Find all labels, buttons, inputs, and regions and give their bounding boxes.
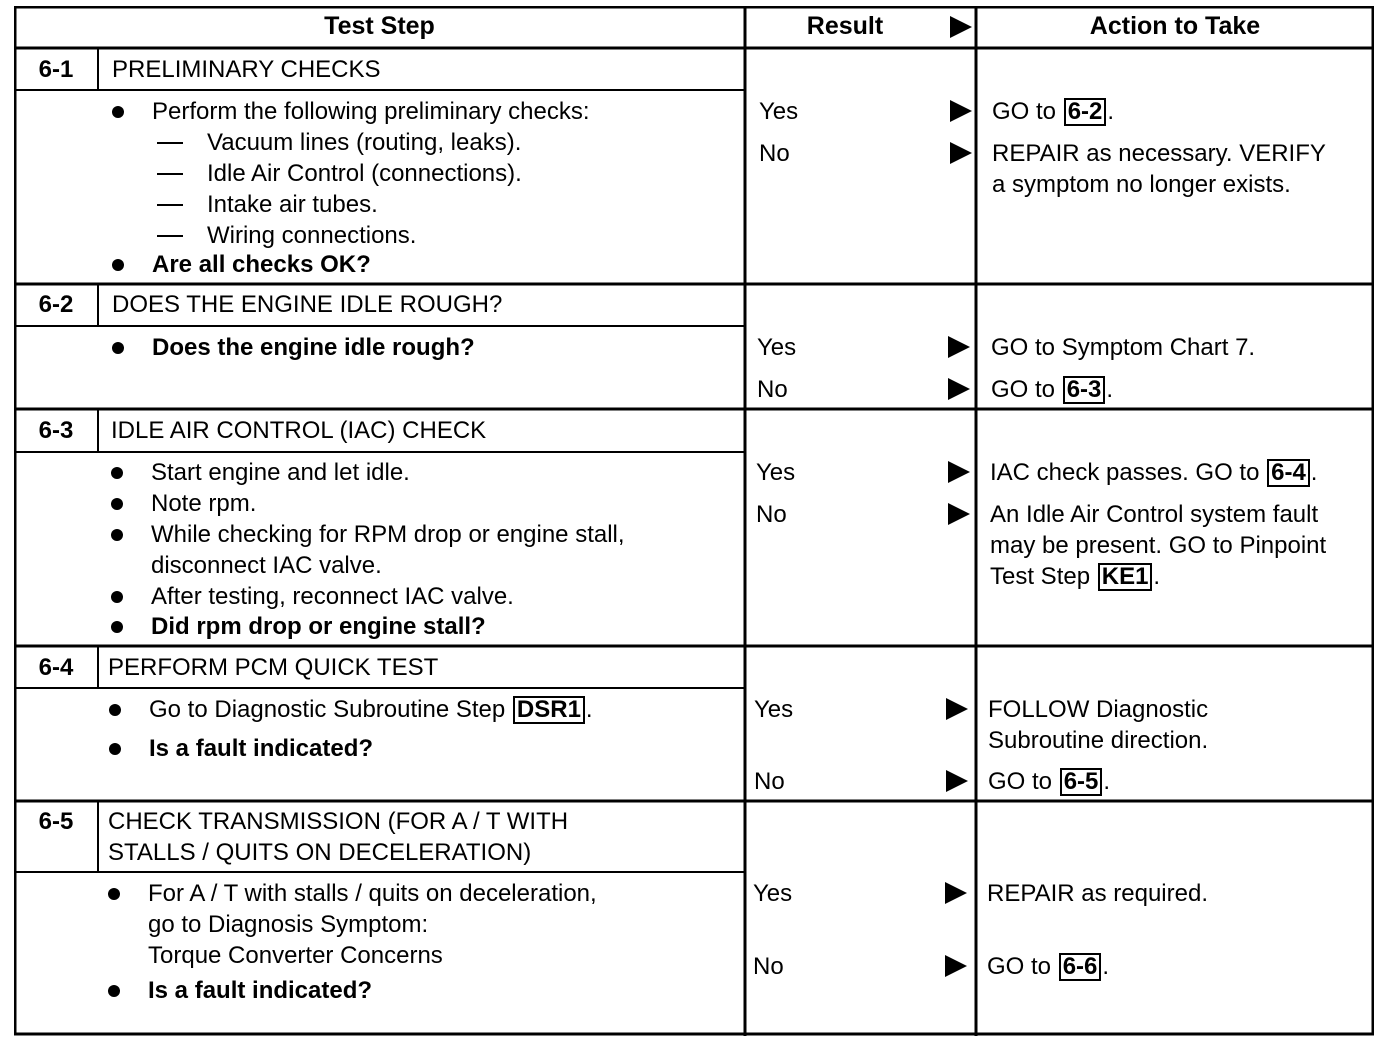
step-title: PRELIMINARY CHECKS <box>112 56 381 83</box>
step-reference: 6-4 <box>1267 459 1310 487</box>
result-no: No <box>754 768 785 795</box>
bullet-icon <box>108 888 120 900</box>
arrow-icon <box>945 955 967 977</box>
instruction-text: Perform the following preliminary checks: <box>152 98 590 125</box>
instruction-prefix: Go to Diagnostic Subroutine Step <box>149 696 506 723</box>
action-suffix: . <box>1102 953 1110 980</box>
result-yes: Yes <box>757 334 797 361</box>
dash-icon <box>157 142 183 144</box>
action-no-line: REPAIR as necessary. VERIFY <box>992 140 1326 167</box>
question-text: Are all checks OK? <box>152 251 371 278</box>
action-no <box>991 374 1113 405</box>
instruction-text: While checking for RPM drop or engine stall, <box>151 521 625 548</box>
bullet-icon <box>111 498 123 510</box>
step-title-line: CHECK TRANSMISSION (FOR A / T WITH <box>108 808 569 835</box>
arrow-icon <box>946 698 968 720</box>
step-number: 6-1 <box>38 56 74 83</box>
arrow-icon <box>948 336 970 358</box>
check-item: Wiring connections. <box>207 222 417 249</box>
header-arrow-icon <box>950 16 972 38</box>
action-suffix: . <box>1153 563 1161 590</box>
instruction-text: Note rpm. <box>151 490 257 517</box>
bullet-icon <box>109 743 121 755</box>
check-item: Vacuum lines (routing, leaks). <box>207 129 522 156</box>
result-yes: Yes <box>753 880 793 907</box>
action-suffix: . <box>1103 768 1111 795</box>
action-yes: GO to Symptom Chart 7. <box>991 334 1256 361</box>
action-yes-line: Subroutine direction. <box>988 727 1209 754</box>
step-title: PERFORM PCM QUICK TEST <box>108 654 439 681</box>
result-no: No <box>757 376 788 403</box>
result-yes: Yes <box>756 459 796 486</box>
diagnostic-table <box>14 6 1374 1036</box>
action-suffix: . <box>1106 376 1114 403</box>
step-reference: 6-3 <box>1063 376 1106 404</box>
bullet-icon <box>108 985 120 997</box>
dash-icon <box>157 173 183 175</box>
arrow-icon <box>948 378 970 400</box>
step-number: 6-4 <box>38 654 74 681</box>
bullet-icon <box>112 106 124 118</box>
step-reference: 6-5 <box>1060 768 1103 796</box>
action-yes <box>990 457 1317 488</box>
action-yes: REPAIR as required. <box>987 880 1208 907</box>
header-action: Action to Take <box>1089 12 1261 40</box>
action-text: Test Step <box>990 563 1091 590</box>
bullet-icon <box>112 259 124 271</box>
question-text: Is a fault indicated? <box>149 735 374 762</box>
bullet-icon <box>111 467 123 479</box>
arrow-icon <box>946 770 968 792</box>
instruction-suffix: . <box>585 696 593 723</box>
action-text: IAC check passes. GO to <box>990 459 1260 486</box>
action-text: GO to <box>992 98 1057 125</box>
step-reference: 6-6 <box>1059 953 1102 981</box>
bullet-icon <box>111 529 123 541</box>
check-item: Idle Air Control (connections). <box>207 160 522 187</box>
bullet-icon <box>109 704 121 716</box>
check-item: Intake air tubes. <box>207 191 378 218</box>
bullet-icon <box>111 591 123 603</box>
arrow-icon <box>950 142 972 164</box>
step-reference: 6-2 <box>1064 98 1107 126</box>
instruction-text: disconnect IAC valve. <box>151 552 382 579</box>
step-reference: DSR1 <box>513 696 585 724</box>
question-text: Does the engine idle rough? <box>152 334 475 361</box>
instruction-text: Start engine and let idle. <box>151 459 410 486</box>
bullet-icon <box>112 342 124 354</box>
action-yes-line: FOLLOW Diagnostic <box>988 696 1209 723</box>
instruction-text: go to Diagnosis Symptom: <box>148 911 429 938</box>
instruction-text: After testing, reconnect IAC valve. <box>151 583 514 610</box>
action-yes <box>992 96 1114 127</box>
header-test-step: Test Step <box>324 12 435 40</box>
action-text: GO to <box>988 768 1053 795</box>
instruction-text: For A / T with stalls / quits on deceleration, <box>148 880 597 907</box>
action-no <box>987 951 1109 982</box>
arrow-icon <box>950 100 972 122</box>
action-no-line: may be present. GO to Pinpoint <box>990 532 1327 559</box>
question-text: Did rpm drop or engine stall? <box>151 613 486 640</box>
step-number: 6-3 <box>38 417 74 444</box>
step-reference: KE1 <box>1098 563 1153 591</box>
step-number: 6-5 <box>38 808 74 835</box>
dash-icon <box>157 235 183 237</box>
bullet-icon <box>111 621 123 633</box>
instruction-text <box>149 694 593 725</box>
action-no <box>988 766 1110 797</box>
arrow-icon <box>948 461 970 483</box>
step-number: 6-2 <box>38 291 74 318</box>
header-result: Result <box>806 12 884 40</box>
action-text: GO to <box>987 953 1052 980</box>
result-no: No <box>759 140 790 167</box>
action-suffix: . <box>1107 98 1115 125</box>
result-yes: Yes <box>754 696 794 723</box>
step-title-line: STALLS / QUITS ON DECELERATION) <box>108 839 532 866</box>
action-no-line: An Idle Air Control system fault <box>990 501 1319 528</box>
step-title: IDLE AIR CONTROL (IAC) CHECK <box>111 417 487 444</box>
action-suffix: . <box>1310 459 1318 486</box>
result-no: No <box>753 953 784 980</box>
instruction-text: Torque Converter Concerns <box>148 942 443 969</box>
result-yes: Yes <box>759 98 799 125</box>
result-no: No <box>756 501 787 528</box>
step-title: DOES THE ENGINE IDLE ROUGH? <box>112 291 503 318</box>
action-no-line: a symptom no longer exists. <box>992 171 1291 198</box>
action-text: GO to <box>991 376 1056 403</box>
action-no-line <box>990 561 1160 592</box>
arrow-icon <box>948 503 970 525</box>
arrow-icon <box>945 882 967 904</box>
dash-icon <box>157 204 183 206</box>
question-text: Is a fault indicated? <box>148 977 373 1004</box>
